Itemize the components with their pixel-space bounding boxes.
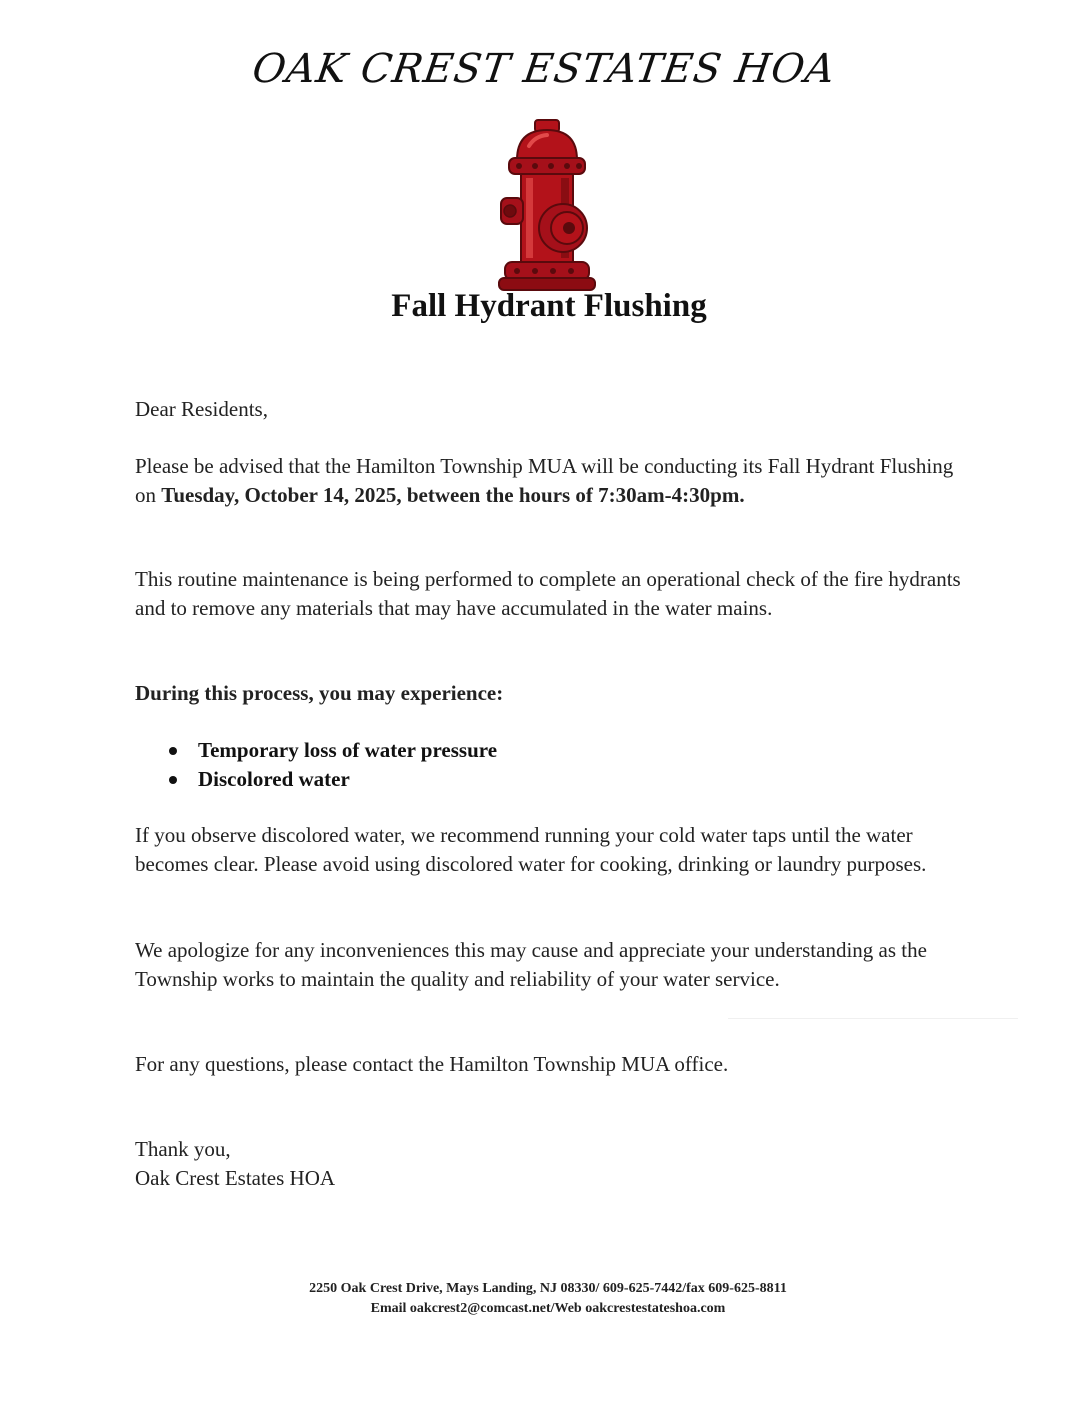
footer <box>0 1279 1088 1319</box>
notice-paragraph <box>135 452 975 509</box>
list-item <box>135 736 497 765</box>
effects-list <box>135 736 497 794</box>
effect-label: Discolored water <box>198 767 350 791</box>
routine-paragraph: This routine maintenance is being performed to complete an operational check of the fire hydrants and to remove any materials that may have accumulated in the water mains. <box>135 567 961 620</box>
effect-label: Temporary loss of water pressure <box>198 738 498 762</box>
footer-address: 2250 Oak Crest Drive, Mays Landing, NJ 08330/ 609-625-7442/fax 609-625-8811 <box>309 1281 787 1296</box>
notice-schedule: Tuesday, October 14, 2025, between the hours of 7:30am-4:30pm. <box>161 482 745 507</box>
fire-hydrant-icon <box>495 118 600 293</box>
footer-contact: Email oakcrest2@comcast.net/Web oakcrestestateshoa.com <box>370 1301 726 1316</box>
bullet-icon <box>169 747 177 755</box>
list-item <box>135 765 497 794</box>
org-title: OAK CREST ESTATES HOA <box>249 46 839 92</box>
bullet-icon <box>169 776 177 784</box>
contact-paragraph: For any questions, please contact the Hamilton Township MUA office. <box>135 1052 729 1076</box>
greeting: Dear Residents, <box>135 397 268 421</box>
divider <box>728 1018 1018 1019</box>
closing: Thank you, <box>135 1137 231 1161</box>
closing-block <box>135 1135 975 1192</box>
advice-paragraph: If you observe discolored water, we recommend running your cold water taps until the water becomes clear. Please avoid using discolored water for cooking, drinking or laundry purposes. <box>135 823 927 876</box>
signature: Oak Crest Estates HOA <box>135 1165 336 1190</box>
notice-intro: Please be advised that the Hamilton Township MUA will be conducting its Fall Hydrant Flushing on <box>135 454 954 507</box>
experience-heading: During this process, you may experience: <box>135 681 504 705</box>
apology-paragraph: We apologize for any inconveniences this may cause and appreciate your understanding as the Township works to maintain the quality and reliability of your water service. <box>135 938 927 991</box>
headline: Fall Hydrant Flushing <box>391 288 707 324</box>
